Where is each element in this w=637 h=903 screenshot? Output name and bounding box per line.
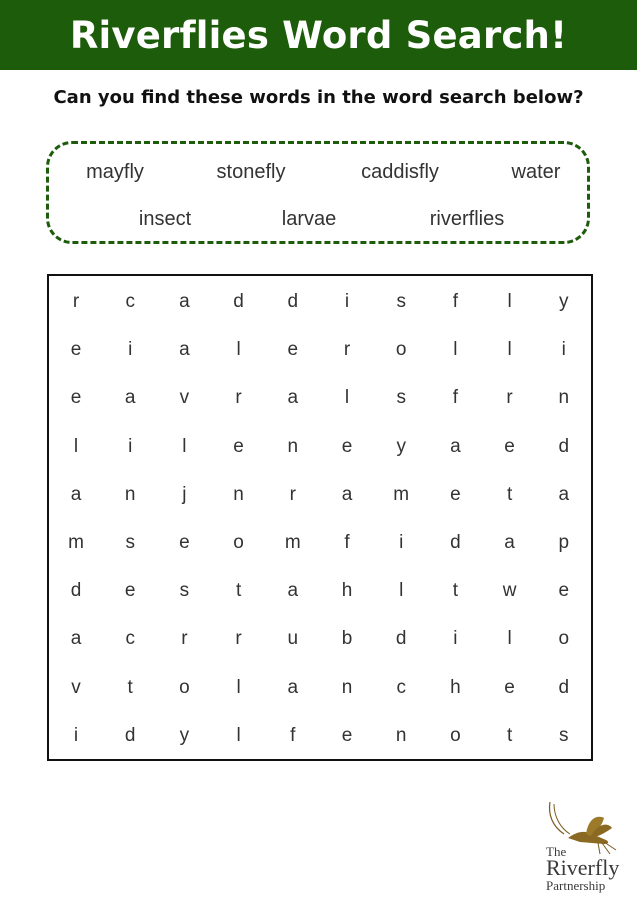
grid-cell: d — [70, 580, 82, 602]
grid-cell: e — [70, 387, 82, 409]
grid-cell: l — [236, 724, 241, 746]
grid-cell: a — [124, 387, 136, 409]
grid-cell: a — [70, 483, 82, 505]
grid-cell: f — [344, 532, 350, 553]
grid-cell: s — [559, 724, 569, 746]
word-list-item: riverflies — [429, 208, 505, 230]
grid-cell: t — [127, 676, 133, 698]
grid-cell: v — [179, 387, 190, 409]
grid-cell: c — [125, 628, 135, 650]
grid-cell: a — [70, 628, 82, 650]
grid-cell: w — [502, 580, 517, 602]
grid-cell: n — [558, 387, 570, 409]
logo-text-partnership: Partnership — [546, 878, 606, 893]
word-list-item: mayfly — [86, 161, 144, 183]
grid-cell: h — [341, 580, 353, 602]
grid-cell: m — [284, 532, 301, 553]
grid-cell: l — [399, 580, 404, 602]
grid-cell: a — [287, 580, 299, 602]
word-list-item: stonefly — [216, 161, 286, 183]
grid-cell: s — [179, 580, 190, 602]
grid-cell: n — [287, 435, 299, 457]
grid-cell: o — [558, 628, 570, 650]
grid-cell: r — [72, 291, 80, 312]
grid-cell: f — [290, 724, 296, 746]
grid-cell: a — [179, 339, 190, 361]
grid-cell: s — [396, 291, 406, 312]
grid-cell: r — [235, 387, 242, 409]
page-title: Riverflies Word Search! — [69, 13, 568, 57]
word-list-item: caddisfly — [361, 161, 439, 183]
grid-cell: l — [344, 387, 350, 409]
grid-cell: e — [124, 580, 136, 602]
grid-cell: t — [506, 724, 513, 746]
grid-cell: n — [395, 724, 407, 746]
grid-cell: f — [452, 291, 459, 312]
grid-cell: a — [287, 676, 299, 698]
grid-cell: e — [233, 435, 244, 457]
grid-cell: e — [504, 676, 515, 698]
grid-cell: y — [559, 291, 569, 312]
grid-cell: t — [506, 483, 513, 505]
word-list-item: water — [511, 161, 561, 183]
grid-cell: n — [341, 676, 353, 698]
grid-cell: b — [341, 628, 353, 650]
title-banner — [0, 0, 637, 70]
grid-cell: m — [68, 532, 84, 553]
grid-cell: i — [561, 339, 566, 361]
grid-cell: i — [344, 291, 350, 312]
grid-cell: p — [558, 532, 570, 553]
grid-cell: e — [179, 532, 190, 553]
grid-cell: s — [125, 532, 135, 553]
grid-cell: d — [450, 532, 461, 553]
grid-cell: r — [181, 628, 188, 650]
grid-cell: i — [399, 532, 404, 553]
grid-cell: l — [236, 676, 241, 698]
grid-cell: o — [233, 532, 244, 553]
grid-cell: a — [341, 483, 353, 505]
grid-cell: e — [341, 435, 353, 457]
grid-cell: v — [71, 676, 81, 698]
grid-cell: o — [179, 676, 190, 698]
word-search-grid — [47, 274, 593, 761]
grid-cell: l — [507, 291, 512, 312]
grid-cell: c — [396, 676, 406, 698]
grid-cell: h — [450, 676, 461, 698]
grid-cell: u — [287, 628, 299, 650]
grid-cell: l — [73, 435, 79, 457]
grid-cell: l — [453, 339, 458, 361]
grid-cell: l — [182, 435, 187, 457]
grid-cell: d — [287, 291, 299, 312]
grid-cell: e — [450, 483, 461, 505]
word-list-item: insect — [138, 208, 192, 230]
grid-cell: i — [453, 628, 458, 650]
grid-cell: r — [289, 483, 296, 505]
grid-cell: a — [179, 291, 190, 312]
grid-cell: d — [395, 628, 407, 650]
grid-cell: s — [396, 387, 406, 409]
grid-cell: a — [504, 532, 515, 553]
grid-cell: j — [182, 483, 187, 505]
grid-cell: t — [452, 580, 459, 602]
grid-cell: r — [343, 339, 351, 361]
grid-cell: d — [233, 291, 244, 312]
grid-cell: y — [179, 724, 190, 746]
riverfly-partnership-logo — [540, 800, 632, 896]
grid-cell: f — [452, 387, 459, 409]
grid-cell: m — [393, 483, 410, 505]
grid-cell: c — [125, 291, 135, 312]
grid-cell: n — [233, 483, 244, 505]
logo-text-riverfly: Riverfly — [546, 855, 620, 880]
grid-cell: e — [504, 435, 515, 457]
grid-cell: o — [450, 724, 461, 746]
grid-cell: o — [395, 339, 407, 361]
grid-cell: e — [70, 339, 82, 361]
grid-cell: a — [558, 483, 570, 505]
grid-cell: e — [341, 724, 353, 746]
word-list-item: larvae — [281, 208, 337, 230]
grid-cell: r — [235, 628, 242, 650]
grid-cell: e — [558, 580, 570, 602]
grid-cell: n — [124, 483, 136, 505]
grid-cell: l — [507, 339, 512, 361]
grid-cell: d — [124, 724, 136, 746]
grid-cell: e — [287, 339, 299, 361]
grid-cell: d — [558, 435, 570, 457]
grid-cell: d — [558, 676, 570, 698]
grid-cell: i — [73, 724, 79, 746]
grid-cell: l — [507, 628, 512, 650]
grid-cell: r — [506, 387, 513, 409]
grid-cell: i — [128, 339, 133, 361]
grid-cell: i — [128, 435, 133, 457]
grid-cell: l — [236, 339, 241, 361]
grid-cell: a — [450, 435, 461, 457]
grid-cell: y — [396, 435, 406, 457]
instructions-text: Can you find these words in the word search below? — [53, 87, 584, 108]
word-list-box — [46, 141, 590, 244]
logo-text-the: The — [546, 844, 567, 859]
grid-cell: a — [287, 387, 299, 409]
grid-cell: t — [235, 580, 242, 602]
